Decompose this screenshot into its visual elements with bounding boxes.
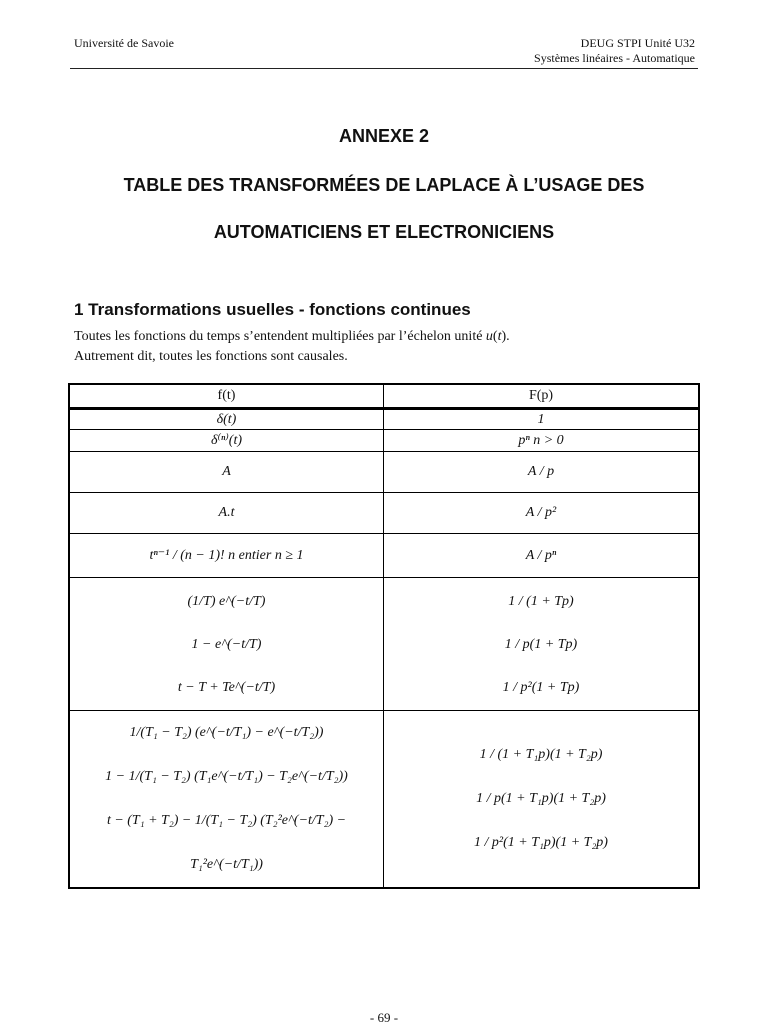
row-ft-group	[69, 711, 384, 889]
row-ft: 1 − 1/(T₁ − T₂) (T₁e^(−t/T₁) − T₂e^(−t/T₂))	[105, 769, 348, 784]
page-number: - 69 -	[369, 1010, 399, 1025]
intro-line1-text: Toutes les fonctions du temps s’entendent multipliées par l’échelon unité	[74, 329, 486, 344]
table-row	[69, 534, 699, 578]
row-ft: δ⁽ⁿ⁾(t)	[69, 430, 384, 452]
header-right-line1: DEUG STPI Unité U32	[580, 36, 695, 50]
row-fp: 1	[384, 409, 700, 430]
table-row	[69, 493, 699, 534]
table-row-group-first-order	[69, 578, 699, 711]
annex-title: ANNEXE 2	[338, 126, 430, 146]
row-fp: A / p	[384, 452, 700, 493]
row-ft: A.t	[69, 493, 384, 534]
row-fp: 1 / p(1 + T₁p)(1 + T₂p)	[476, 791, 606, 806]
header-fp: F(p)	[384, 384, 700, 409]
section-heading: 1 Transformations usuelles - fonctions continues	[74, 300, 471, 319]
row-ft: t − T + Te^(−t/T)	[177, 679, 276, 695]
row-ft: 1/(T₁ − T₂) (e^(−t/T₁) − e^(−t/T₂))	[129, 725, 324, 740]
row-fp: A / p²	[384, 493, 700, 534]
table-row-group-second-order	[69, 711, 699, 889]
intro-line1: Toutes les fonctions du temps s’entendent multipliées par l’échelon unité u(t).	[74, 329, 510, 344]
row-fp-group	[384, 578, 700, 711]
row-ft: (1/T) e^(−t/T)	[187, 593, 266, 609]
table-row	[69, 430, 699, 452]
row-ft-group	[69, 578, 384, 711]
intro-line2: Autrement dit, toutes les fonctions sont causales.	[74, 349, 348, 364]
row-ft: δ(t)	[69, 409, 384, 430]
row-fp: pⁿ n > 0	[384, 430, 700, 452]
laplace-table	[68, 383, 700, 889]
intro-unit-step-arg: t	[497, 329, 502, 344]
table-row	[69, 409, 699, 430]
row-fp: 1 / p²(1 + Tp)	[502, 679, 580, 695]
table-header-row	[69, 384, 699, 409]
header-ft: f(t)	[69, 384, 384, 409]
table-row	[69, 452, 699, 493]
row-fp: 1 / (1 + T₁p)(1 + T₂p)	[479, 747, 603, 762]
row-ft: tⁿ⁻¹ / (n − 1)! n entier n ≥ 1	[69, 534, 384, 578]
header-right	[534, 36, 695, 66]
row-fp: 1 / p(1 + Tp)	[504, 636, 578, 652]
row-fp-group	[384, 711, 700, 889]
header-left: Université de Savoie	[74, 36, 174, 50]
row-fp: 1 / (1 + Tp)	[508, 593, 574, 609]
header-rule	[70, 68, 698, 69]
row-fp: 1 / p²(1 + T₁p)(1 + T₂p)	[474, 835, 608, 850]
row-ft: t − (T₁ + T₂) − 1/(T₁ − T₂) (T₂²e^(−t/T₂) − T₁²e^(−t/T₁))	[106, 813, 347, 872]
header-right-line2: Systèmes linéaires - Automatique	[534, 51, 695, 65]
row-fp: A / pⁿ	[384, 534, 700, 578]
table-title-line1: TABLE DES TRANSFORMÉES DE LAPLACE À L’USAGE DES	[123, 175, 645, 195]
table-title-line2: AUTOMATICIENS ET ELECTRONICIENS	[213, 222, 555, 242]
row-ft: 1 − e^(−t/T)	[191, 636, 262, 652]
row-ft: A	[69, 452, 384, 493]
intro-unit-step-fn: u	[485, 329, 493, 344]
section-intro	[74, 327, 510, 367]
